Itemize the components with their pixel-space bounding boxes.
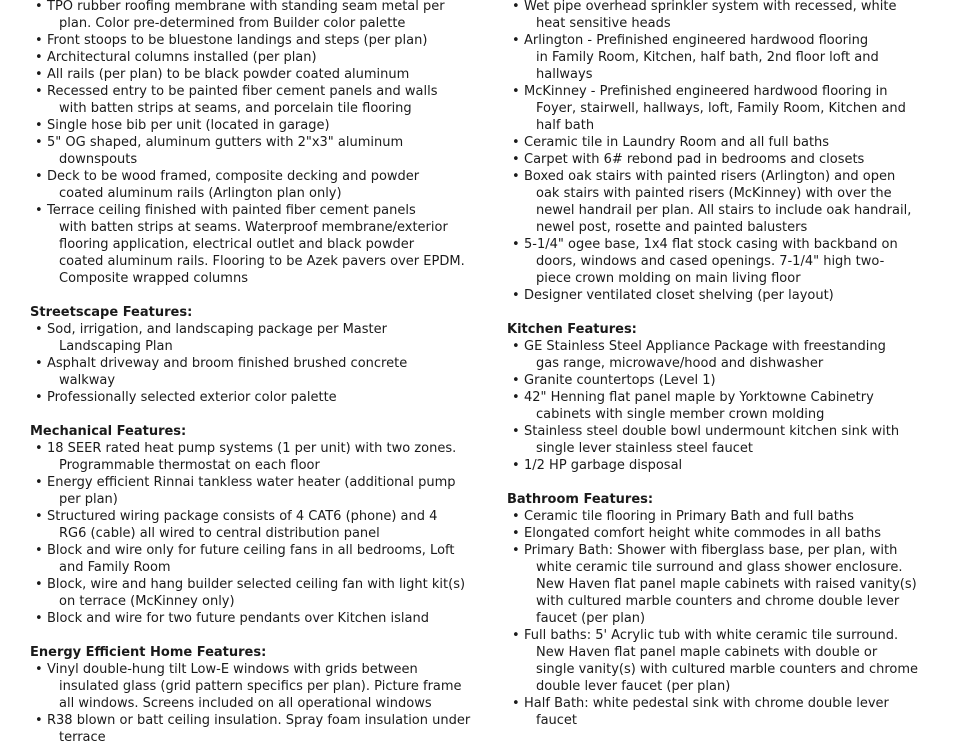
bullet-continuation: white ceramic tile surround and glass shower enclosure. <box>536 560 903 575</box>
bullet-item: • 5-1/4" ogee base, 1x4 flat stock casing with backband on <box>524 236 898 253</box>
bullet-item: • McKinney - Prefinished engineered hardwood flooring in <box>524 83 888 100</box>
bullet-item: • GE Stainless Steel Appliance Package with freestanding <box>524 338 886 355</box>
bullet-continuation: all windows. Screens included on all operational windows <box>59 696 432 711</box>
bullet-continuation: newel handrail per plan. All stairs to include oak handrail, <box>536 203 912 218</box>
bullet-continuation: New Haven flat panel maple cabinets with double or <box>536 645 878 660</box>
bullet-continuation: plan. Color pre-determined from Builder color palette <box>59 16 406 31</box>
bullet-continuation: with cultured marble counters and chrome double lever <box>536 594 900 609</box>
bullet-item: • 18 SEER rated heat pump systems (1 per unit) with two zones. <box>47 440 456 457</box>
bullet-continuation: cabinets with single member crown molding <box>536 407 825 422</box>
bullet-continuation: gas range, microwave/hood and dishwasher <box>536 356 824 371</box>
bullet-continuation: newel post, rosette and painted balusters <box>536 220 808 235</box>
bullet-continuation: Composite wrapped columns <box>59 271 248 286</box>
bullet-item: • Architectural columns installed (per plan) <box>47 49 317 66</box>
bullet-continuation: insulated glass (grid pattern specifics per plan). Picture frame <box>59 679 462 694</box>
bullet-continuation: half bath <box>536 118 595 133</box>
bullet-item: • TPO rubber roofing membrane with standing seam metal per <box>47 0 445 15</box>
bullet-item: • 5" OG shaped, aluminum gutters with 2"x3" aluminum <box>47 134 403 151</box>
bullet-continuation: doors, windows and cased openings. 7-1/4" high two- <box>536 254 885 269</box>
bullet-continuation: walkway <box>59 373 116 388</box>
bullet-continuation: single vanity(s) with cultured marble counters and chrome <box>536 662 919 677</box>
section-heading: Bathroom Features: <box>507 492 654 507</box>
bullet-continuation: per plan) <box>59 492 118 507</box>
bullet-item: • Wet pipe overhead sprinkler system with recessed, white <box>524 0 896 15</box>
bullet-item: • Professionally selected exterior color palette <box>47 389 337 406</box>
bullet-item: • Block and wire only for future ceiling fans in all bedrooms, Loft <box>47 542 454 559</box>
bullet-continuation: RG6 (cable) all wired to central distribution panel <box>59 526 380 541</box>
bullet-item: • Primary Bath: Shower with fiberglass base, per plan, with <box>524 542 897 559</box>
bullet-continuation: and Family Room <box>59 560 171 575</box>
bullet-item: • Elongated comfort height white commodes in all baths <box>524 525 881 542</box>
bullet-item: • Vinyl double-hung tilt Low-E windows with grids between <box>47 661 418 678</box>
bullet-item: • Stainless steel double bowl undermount kitchen sink with <box>524 423 899 440</box>
bullet-item: • Arlington - Prefinished engineered hardwood flooring <box>524 32 868 49</box>
bullet-item: • Carpet with 6# rebond pad in bedrooms and closets <box>524 151 864 168</box>
bullet-continuation: with batten strips at seams. Waterproof membrane/exterior <box>59 220 448 235</box>
bullet-continuation: faucet <box>536 713 578 728</box>
bullet-item: • R38 blown or batt ceiling insulation. Spray foam insulation under <box>47 712 470 729</box>
bullet-continuation: single lever stainless steel faucet <box>536 441 754 456</box>
bullet-continuation: flooring application, electrical outlet and black powder <box>59 237 415 252</box>
bullet-continuation: hallways <box>536 67 593 82</box>
bullet-item: • Full baths: 5' Acrylic tub with white ceramic tile surround. <box>524 627 898 644</box>
section-heading: Mechanical Features: <box>30 424 187 439</box>
bullet-item: • Ceramic tile flooring in Primary Bath and full baths <box>524 508 854 525</box>
section-heading: Kitchen Features: <box>507 322 637 337</box>
bullet-continuation: Landscaping Plan <box>59 339 173 354</box>
bullet-continuation: in Family Room, Kitchen, half bath, 2nd floor loft and <box>536 50 879 65</box>
bullet-continuation: terrace <box>59 730 106 745</box>
bullet-continuation: Programmable thermostat on each floor <box>59 458 320 473</box>
bullet-item: • Ceramic tile in Laundry Room and all full baths <box>524 134 829 151</box>
bullet-item: • Granite countertops (Level 1) <box>524 372 716 389</box>
bullet-continuation: coated aluminum rails. Flooring to be Azek pavers over EPDM. <box>59 254 465 269</box>
bullet-item: • Terrace ceiling finished with painted fiber cement panels <box>47 202 416 219</box>
bullet-item: • Single hose bib per unit (located in garage) <box>47 117 330 134</box>
bullet-item: • Boxed oak stairs with painted risers (Arlington) and open <box>524 168 895 185</box>
bullet-item: • Asphalt driveway and broom finished brushed concrete <box>47 355 407 372</box>
bullet-item: • All rails (per plan) to be black powder coated aluminum <box>47 66 409 83</box>
bullet-continuation: Foyer, stairwell, hallways, loft, Family Room, Kitchen and <box>536 101 906 116</box>
bullet-item: • Recessed entry to be painted fiber cement panels and walls <box>47 83 438 100</box>
section-heading: Streetscape Features: <box>30 305 193 320</box>
section-heading: Energy Efficient Home Features: <box>30 645 267 660</box>
bullet-continuation: downspouts <box>59 152 138 167</box>
bullet-continuation: coated aluminum rails (Arlington plan only) <box>59 186 342 201</box>
bullet-item: • 42" Henning flat panel maple by Yorktowne Cabinetry <box>524 389 874 406</box>
bullet-continuation: on terrace (McKinney only) <box>59 594 235 609</box>
bullet-continuation: oak stairs with painted risers (McKinney) with over the <box>536 186 892 201</box>
bullet-continuation: faucet (per plan) <box>536 611 646 626</box>
bullet-continuation: double lever faucet (per plan) <box>536 679 731 694</box>
bullet-continuation: piece crown molding on main living floor <box>536 271 801 286</box>
bullet-item: • 1/2 HP garbage disposal <box>524 457 682 474</box>
bullet-item: • Sod, irrigation, and landscaping package per Master <box>47 321 387 338</box>
bullet-item: • Deck to be wood framed, composite decking and powder <box>47 168 419 185</box>
bullet-item: • Half Bath: white pedestal sink with chrome double lever <box>524 695 889 712</box>
bullet-item: • Energy efficient Rinnai tankless water heater (additional pump <box>47 474 456 491</box>
bullet-continuation: heat sensitive heads <box>536 16 671 31</box>
bullet-item: • Block, wire and hang builder selected ceiling fan with light kit(s) <box>47 576 465 593</box>
bullet-item: • Designer ventilated closet shelving (per layout) <box>524 287 834 304</box>
bullet-continuation: with batten strips at seams, and porcelain tile flooring <box>59 101 412 116</box>
bullet-item: • Block and wire for two future pendants over Kitchen island <box>47 610 429 627</box>
bullet-item: • Front stoops to be bluestone landings and steps (per plan) <box>47 32 427 49</box>
bullet-continuation: New Haven flat panel maple cabinets with raised vanity(s) <box>536 577 917 592</box>
bullet-item: • Structured wiring package consists of 4 CAT6 (phone) and 4 <box>47 508 437 525</box>
